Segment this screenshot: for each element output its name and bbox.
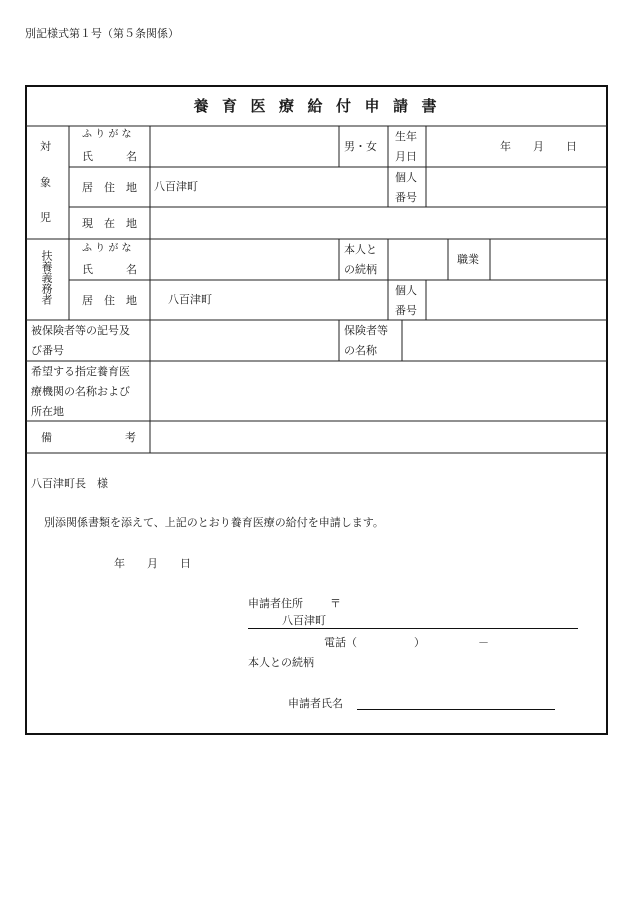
insurance-number-label-line1: 被保険者等の記号及: [31, 324, 130, 337]
occupation-field[interactable]: [491, 240, 607, 280]
phone-area-code-field[interactable]: [365, 633, 413, 649]
birth-label-line2: 月日: [395, 150, 417, 163]
insurer-name-label-line2: の名称: [344, 344, 377, 357]
phone-close: ）: [414, 636, 425, 649]
remarks-label-left: 備: [41, 431, 52, 444]
current-address-label: 現 在 地: [82, 217, 137, 230]
medical-institution-label-line3: 所在地: [31, 405, 64, 418]
insurance-number-field[interactable]: [151, 321, 339, 361]
child-id-label-line2: 番号: [395, 191, 417, 204]
remarks-field[interactable]: [151, 422, 607, 453]
child-id-label-line1: 個人: [395, 171, 417, 184]
guardian-name-field[interactable]: [151, 240, 339, 280]
remarks-label-right: 考: [125, 431, 136, 444]
applicant-address-field[interactable]: [248, 612, 578, 629]
child-name-field[interactable]: [151, 127, 339, 167]
form-title: 養育医療給付申請書: [193, 97, 450, 115]
relationship-to-child-label: 本人との続柄: [248, 656, 314, 669]
child-address-label: 居 住 地: [82, 181, 137, 194]
subject-child-label-1: 対: [40, 140, 51, 153]
form-reference: 別記様式第１号（第５条関係）: [25, 27, 179, 40]
current-address-field[interactable]: [151, 208, 607, 239]
applicant-address-label: 申請者住所: [248, 597, 303, 610]
child-address-value[interactable]: 八百津町: [154, 180, 198, 193]
guardian-id-number-field[interactable]: [427, 281, 607, 320]
guardian-address-value[interactable]: 八百津町: [168, 293, 212, 306]
application-statement: 別添関係書類を添えて、上記のとおり養育医療の給付を申請します。: [44, 516, 384, 529]
phone-label: 電話（: [324, 636, 357, 649]
medical-institution-label-line2: 療機関の名称および: [31, 385, 130, 398]
child-name-label: 氏 名: [82, 150, 137, 163]
application-date-field[interactable]: 年 月 日: [114, 557, 191, 570]
guardian-id-label-line1: 個人: [395, 284, 417, 297]
occupation-label: 職業: [457, 253, 479, 266]
relationship-label-line2: の続柄: [344, 263, 377, 276]
applicant-address-value: 八百津町: [282, 614, 326, 627]
subject-child-label-2: 象: [40, 176, 51, 189]
guardian-id-label-line2: 番号: [395, 304, 417, 317]
addressee: 八百津町長 様: [31, 477, 108, 490]
postal-mark: 〒: [330, 597, 341, 610]
medical-institution-label-line1: 希望する指定養育医: [31, 365, 130, 378]
relationship-field[interactable]: [389, 240, 448, 280]
relationship-label-line1: 本人と: [344, 243, 377, 256]
guardian-address-label: 居 住 地: [82, 294, 137, 307]
medical-institution-field[interactable]: [151, 362, 607, 421]
birth-label-line1: 生年: [395, 130, 417, 143]
insurer-name-label-line1: 保険者等: [344, 324, 388, 337]
phone-dash: －: [478, 636, 489, 649]
subject-child-label-3: 児: [40, 211, 51, 224]
insurance-number-label-line2: び番号: [31, 344, 64, 357]
insurer-name-field[interactable]: [403, 321, 607, 361]
applicant-name-field[interactable]: [357, 694, 555, 710]
applicant-name-label: 申請者氏名: [288, 697, 343, 710]
birth-date-field[interactable]: 年 月 日: [500, 140, 577, 153]
guardian-name-label: 氏 名: [82, 263, 137, 276]
guardian-furigana-label: ふ り が な: [82, 243, 132, 254]
child-furigana-label: ふ り が な: [82, 129, 132, 140]
child-id-number-field[interactable]: [427, 168, 607, 207]
guardian-section-label: 扶養義務者: [40, 250, 53, 305]
sex-options[interactable]: 男・女: [344, 140, 377, 153]
